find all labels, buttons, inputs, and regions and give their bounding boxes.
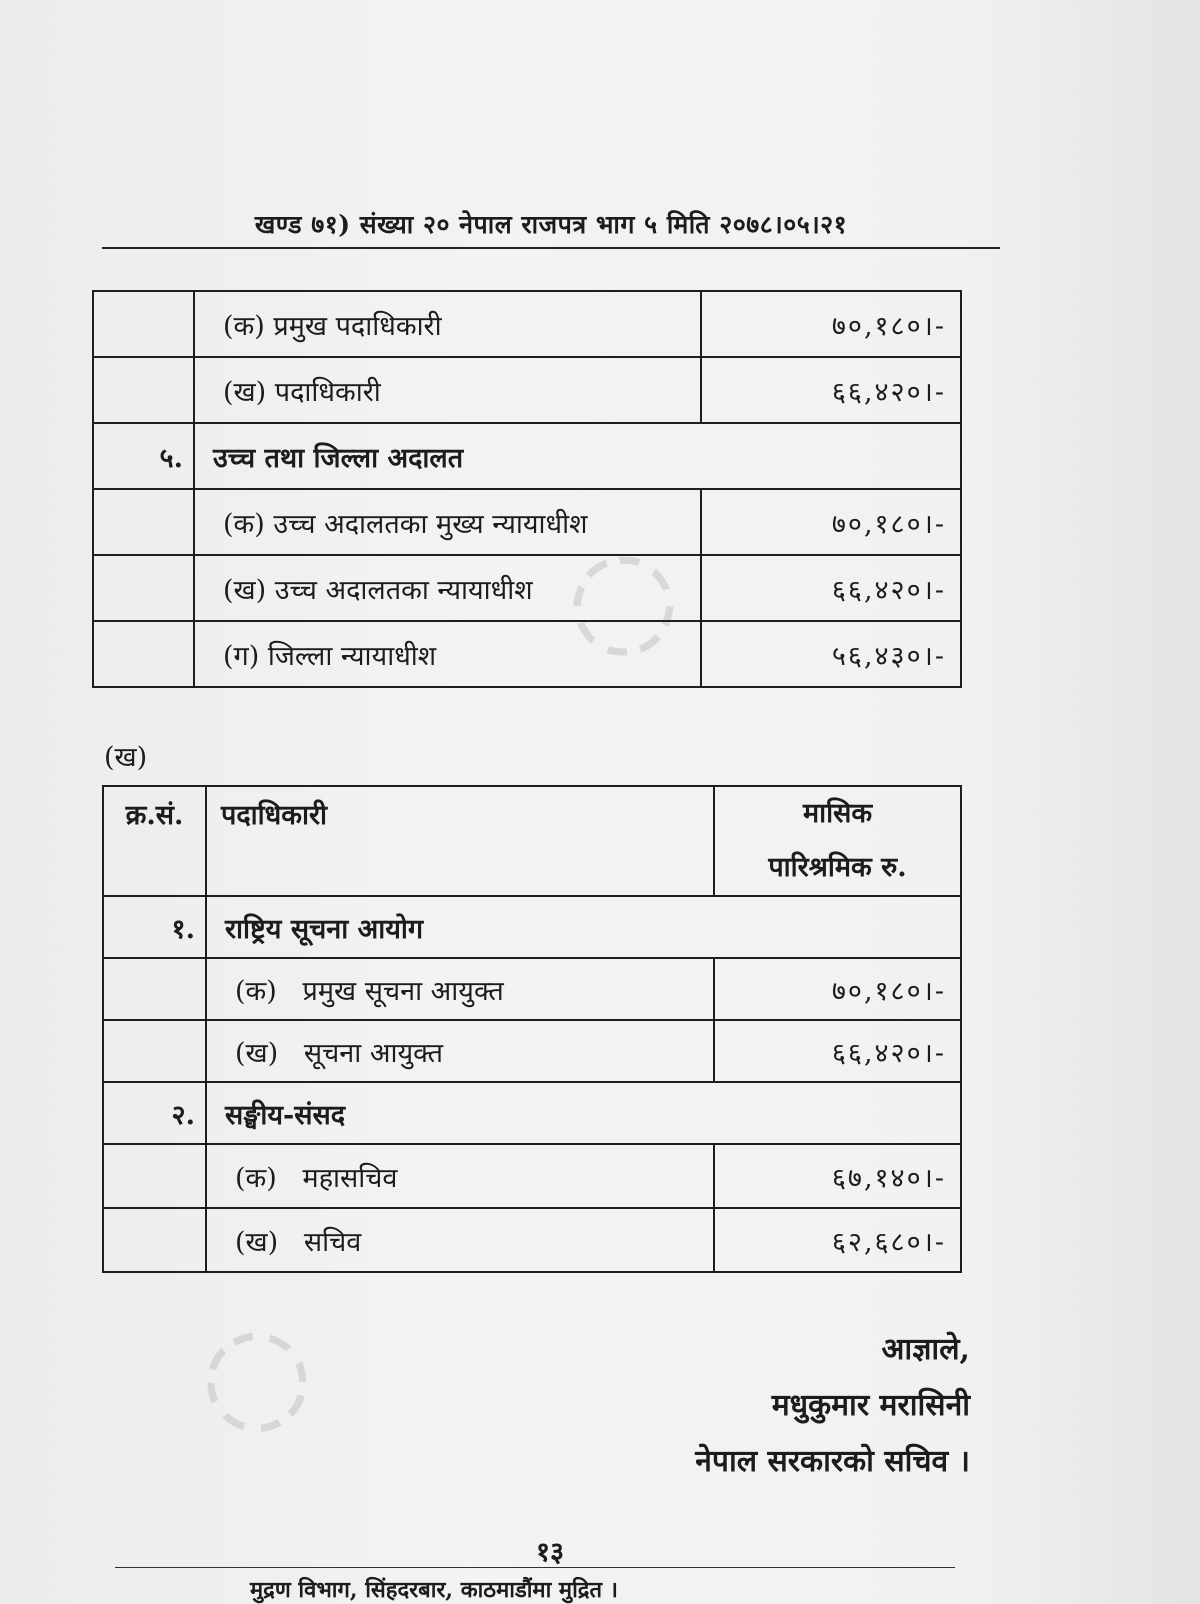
signatory-title: नेपाल सरकारको सचिव । — [695, 1444, 970, 1479]
table-row — [103, 1144, 961, 1208]
table-row — [93, 357, 961, 423]
official-header: पदाधिकारी — [206, 786, 714, 896]
stamp-watermark: ◌ — [526, 501, 708, 692]
official-cell: (क) महासचिव — [206, 1144, 714, 1208]
section-heading-cell: राष्ट्रिय सूचना आयोग — [206, 896, 961, 958]
table-header-row — [103, 786, 961, 896]
pay-table-a — [92, 290, 962, 688]
serial-header: क्र.सं. — [103, 786, 206, 896]
section-heading-cell: उच्च तथा जिल्ला अदालत — [194, 423, 961, 489]
serial-cell — [103, 1144, 206, 1208]
amount-cell: ६७,१४०।- — [714, 1144, 961, 1208]
order-line: आज्ञाले, — [881, 1332, 970, 1367]
serial-cell — [103, 1020, 206, 1082]
table-row — [93, 489, 961, 555]
stamp-watermark-lower: ◌ — [152, 1289, 342, 1464]
table-row — [93, 423, 961, 489]
amount-cell: ७०,१८०।- — [701, 291, 961, 357]
official-cell: (ख) सचिव — [206, 1208, 714, 1272]
section-heading-cell: सङ्घीय-संसद — [206, 1082, 961, 1144]
signatory-name: मधुकुमार मरासिनी — [771, 1388, 970, 1423]
table-row — [103, 1082, 961, 1144]
serial-cell — [93, 621, 194, 687]
table-row — [103, 896, 961, 958]
section-label: (ख) — [104, 742, 148, 773]
serial-cell — [103, 958, 206, 1020]
serial-cell — [93, 291, 194, 357]
serial-cell — [103, 1208, 206, 1272]
official-cell: (ख) उच्च अदालतका न्यायाधीश — [194, 555, 701, 621]
amount-cell: ६२,६८०।- — [714, 1208, 961, 1272]
amount-cell: ६६,४२०।- — [701, 555, 961, 621]
footer-rule — [115, 1567, 955, 1568]
header-rule — [102, 247, 1000, 249]
page-number: १३ — [535, 1537, 565, 1568]
table-row — [103, 1020, 961, 1082]
amount-cell: ६६,४२०।- — [714, 1020, 961, 1082]
pay-table-b — [102, 785, 962, 1273]
amount-cell: ७०,१८०।- — [714, 958, 961, 1020]
signature-block — [600, 1322, 970, 1490]
official-cell: (क) प्रमुख सूचना आयुक्त — [206, 958, 714, 1020]
serial-cell — [93, 489, 194, 555]
serial-cell — [93, 555, 194, 621]
amount-cell: ७०,१८०।- — [701, 489, 961, 555]
amount-cell: ६६,४२०।- — [701, 357, 961, 423]
official-cell: (क) प्रमुख पदाधिकारी — [194, 291, 701, 357]
pay-header-line2: पारिश्रमिक रु. — [768, 852, 907, 883]
official-cell: (ख) सूचना आयुक्त — [206, 1020, 714, 1082]
official-cell: (ग) जिल्ला न्यायाधीश — [194, 621, 701, 687]
printer-footer: मुद्रण विभाग, सिंहदरबार, काठमाडौंमा मुद्रित । — [250, 1577, 618, 1603]
amount-cell: ५६,४३०।- — [701, 621, 961, 687]
serial-cell — [93, 357, 194, 423]
serial-cell: १. — [103, 896, 206, 958]
official-cell: (क) उच्च अदालतका मुख्य न्यायाधीश — [194, 489, 701, 555]
pay-header-line1: मासिक — [802, 798, 873, 829]
serial-cell: २. — [103, 1082, 206, 1144]
table-row — [103, 1208, 961, 1272]
official-cell: (ख) पदाधिकारी — [194, 357, 701, 423]
pay-header — [714, 786, 961, 896]
table-row — [93, 621, 961, 687]
serial-cell: ५. — [93, 423, 194, 489]
table-row — [93, 555, 961, 621]
table-row — [103, 958, 961, 1020]
gazette-header: खण्ड ७१) संख्या २० नेपाल राजपत्र भाग ५ मिति २०७८।०५।२१ — [254, 210, 848, 239]
table-row — [93, 291, 961, 357]
